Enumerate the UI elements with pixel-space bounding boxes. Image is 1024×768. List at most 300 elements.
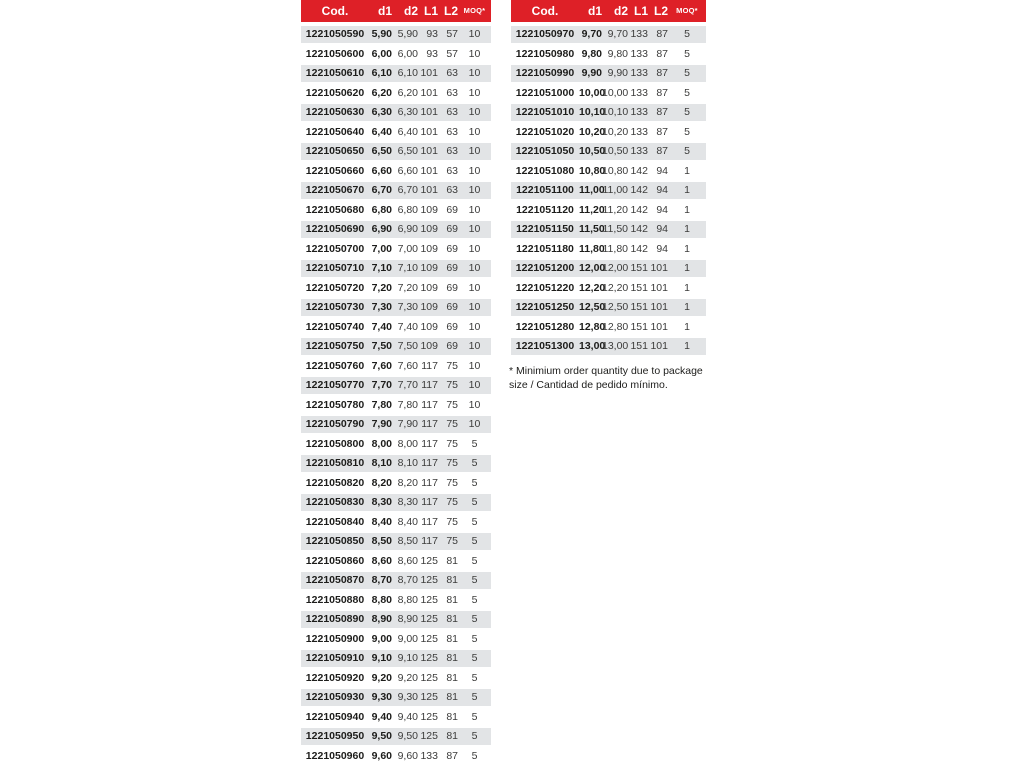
cell-d2: 7,60 [397,359,418,372]
cell-l2: 81 [446,632,458,645]
cell-l2: 63 [446,86,458,99]
cell-d2: 6,40 [397,125,418,138]
table-row [511,319,706,336]
cell-d2: 7,80 [397,398,418,411]
table-row [301,143,491,160]
cell-moq: 1 [684,301,690,314]
cell-cod: 1221050700 [305,242,365,255]
cell-l1: 133 [630,86,648,99]
cell-d1: 8,80 [371,593,392,606]
cell-cod: 1221050640 [305,125,365,138]
cell-l2: 87 [656,86,668,99]
cell-l2: 57 [446,47,458,60]
table-row [301,416,491,433]
cell-moq: 5 [471,574,478,587]
table-row [511,221,706,238]
cell-d1: 7,80 [371,398,392,411]
cell-d1: 9,40 [371,710,392,723]
table-row [301,260,491,277]
cell-d1: 9,90 [581,67,602,80]
cell-l2: 69 [446,223,458,236]
footnote-line-2: size / Cantidad de pedido mínimo. [509,378,668,391]
cell-moq: 10 [468,164,481,177]
table-row [301,358,491,375]
cell-moq: 10 [468,184,481,197]
moq-footnote [509,365,714,392]
cell-cod: 1221050650 [305,145,365,158]
cell-l2: 75 [446,457,458,470]
table-row [301,299,491,316]
cell-l1: 117 [421,398,438,411]
cell-d2: 9,90 [607,67,628,80]
cell-d2: 10,10 [602,106,629,119]
cell-l1: 109 [420,262,438,275]
cell-d1: 7,40 [371,320,392,333]
table-row [301,163,491,180]
cell-d1: 9,80 [581,47,602,60]
cell-d1: 9,30 [371,691,392,704]
cell-moq: 5 [684,86,690,99]
column-header-l2: L2 [443,4,458,18]
cell-l2: 101 [650,301,668,314]
cell-moq: 10 [468,379,481,392]
cell-d2: 7,90 [397,418,418,431]
cell-moq: 10 [468,398,481,411]
cell-l1: 142 [630,203,648,216]
cell-moq: 1 [684,340,690,353]
cell-moq: 5 [471,457,478,470]
cell-l2: 101 [650,320,668,333]
cell-d2: 12,20 [602,281,629,294]
column-header-moq: MOQ* [463,6,486,16]
cell-l1: 109 [420,320,438,333]
cell-l1: 125 [420,574,438,587]
cell-l2: 81 [446,554,458,567]
column-header-cod: Cod. [321,4,349,18]
cell-l1: 142 [630,184,648,197]
cell-cod: 1221050870 [305,574,365,587]
cell-d1: 6,80 [371,203,392,216]
cell-l1: 109 [420,242,438,255]
cell-d2: 8,60 [397,554,418,567]
cell-l2: 75 [446,398,458,411]
cell-d2: 9,70 [607,28,628,41]
table-row [301,650,491,667]
cell-moq: 10 [468,418,481,431]
cell-d2: 11,50 [602,223,628,236]
cell-d2: 12,80 [602,320,629,333]
cell-d1: 7,00 [371,242,392,255]
cell-l1: 109 [420,281,438,294]
cell-l2: 69 [446,340,458,353]
cell-d2: 10,20 [602,125,629,138]
cell-l2: 87 [656,47,668,60]
cell-d2: 8,90 [397,613,418,626]
cell-l1: 133 [630,67,648,80]
cell-d2: 7,50 [397,340,418,353]
cell-cod: 1221051010 [515,106,575,119]
cell-cod: 1221050960 [305,749,365,762]
cell-l2: 94 [656,242,668,255]
cell-l1: 151 [630,340,648,353]
cell-d2: 11,00 [602,184,628,197]
column-header-moq: MOQ* [676,6,698,16]
cell-cod: 1221051080 [515,164,575,177]
cell-d1: 9,50 [371,730,392,743]
cell-l2: 101 [650,262,668,275]
cell-moq: 5 [471,535,478,548]
cell-d2: 13,00 [602,340,629,353]
cell-d2: 11,20 [602,203,628,216]
cell-moq: 1 [684,262,690,275]
cell-l1: 117 [421,496,438,509]
table-row [301,397,491,414]
cell-cod: 1221050920 [305,671,365,684]
cell-l2: 69 [446,281,458,294]
cell-d2: 7,10 [397,262,418,275]
table-row [301,728,491,745]
column-header-l1: L1 [633,4,648,18]
cell-cod: 1221050660 [305,164,365,177]
cell-cod: 1221050750 [305,340,365,353]
cell-l1: 133 [630,47,648,60]
cell-l1: 125 [420,593,438,606]
cell-cod: 1221050630 [305,106,365,119]
cell-d2: 6,80 [397,203,418,216]
cell-l1: 117 [421,457,438,470]
cell-cod: 1221050840 [305,515,365,528]
cell-cod: 1221050600 [305,47,365,60]
cell-cod: 1221050730 [305,301,365,314]
table-row [301,514,491,531]
table-row [511,26,706,43]
cell-l2: 75 [446,437,458,450]
table-row [511,104,706,121]
cell-cod: 1221050620 [305,86,365,99]
cell-d1: 6,40 [371,125,392,138]
cell-d1: 5,90 [371,28,392,41]
cell-d2: 9,50 [397,730,418,743]
cell-l1: 117 [421,359,438,372]
cell-moq: 5 [471,515,478,528]
cell-d1: 10,10 [579,106,606,119]
table-row [301,689,491,706]
cell-cod: 1221050680 [305,203,365,216]
cell-d1: 6,60 [371,164,392,177]
cell-moq: 10 [468,340,481,353]
table-row [301,475,491,492]
cell-l2: 75 [446,359,458,372]
cell-moq: 10 [468,203,481,216]
cell-l2: 81 [446,671,458,684]
cell-l2: 87 [656,106,668,119]
cell-d2: 5,90 [397,28,418,41]
cell-cod: 1221050890 [305,613,365,626]
cell-cod: 1221051100 [516,184,574,197]
cell-moq: 5 [684,106,690,119]
cell-l2: 69 [446,242,458,255]
cell-d2: 6,00 [397,47,418,60]
cell-l2: 81 [446,593,458,606]
cell-moq: 10 [468,281,481,294]
cell-d2: 9,40 [397,710,418,723]
cell-cod: 1221050860 [305,554,365,567]
cell-cod: 1221050820 [305,476,365,489]
cell-d1: 6,00 [371,47,392,60]
cell-cod: 1221050770 [305,379,365,392]
table-row [301,338,491,355]
cell-l1: 101 [420,164,438,177]
cell-cod: 1221050590 [305,28,365,41]
cell-d2: 9,10 [397,652,418,665]
cell-d2: 7,30 [397,301,418,314]
cell-d1: 10,20 [579,125,606,138]
cell-d2: 6,10 [397,67,418,80]
cell-moq: 10 [468,145,481,158]
cell-cod: 1221051280 [515,320,575,333]
table-row [301,280,491,297]
cell-l1: 133 [420,749,438,762]
table-row [301,46,491,63]
cell-l1: 125 [420,613,438,626]
cell-cod: 1221050950 [305,730,365,743]
cell-l2: 63 [446,125,458,138]
cell-d1: 7,60 [371,359,392,372]
cell-d1: 11,20 [579,203,605,216]
table-row [511,85,706,102]
cell-d2: 10,50 [602,145,629,158]
cell-moq: 5 [471,496,478,509]
cell-moq: 1 [684,281,690,294]
cell-d2: 7,70 [397,379,418,392]
table-header [511,0,706,22]
cell-d1: 10,50 [579,145,606,158]
cell-l1: 151 [630,320,648,333]
cell-d2: 9,80 [607,47,628,60]
table-row [301,436,491,453]
table-row [301,553,491,570]
table-body-right [511,26,706,355]
cell-d1: 13,00 [579,340,606,353]
table-row [511,46,706,63]
cell-l2: 75 [446,535,458,548]
cell-cod: 1221051220 [515,281,575,294]
table-row [511,65,706,82]
cell-d2: 6,20 [397,86,418,99]
cell-l1: 133 [630,125,648,138]
cell-d2: 6,70 [397,184,418,197]
table-row [301,494,491,511]
cell-cod: 1221050880 [305,593,365,606]
table-row [511,338,706,355]
cell-cod: 1221050900 [305,632,365,645]
cell-d1: 7,90 [371,418,392,431]
cell-d1: 8,00 [371,437,392,450]
table-row [301,572,491,589]
cell-moq: 5 [471,671,478,684]
cell-moq: 10 [468,47,481,60]
table-row [301,377,491,394]
cell-l2: 81 [446,613,458,626]
cell-l2: 94 [656,184,668,197]
cell-cod: 1221051180 [516,242,574,255]
cell-d2: 8,50 [397,535,418,548]
table-body-left [301,26,491,765]
cell-d2: 10,80 [602,164,629,177]
cell-l2: 87 [656,145,668,158]
cell-l1: 133 [630,145,648,158]
cell-moq: 5 [471,652,478,665]
cell-moq: 10 [468,86,481,99]
cell-moq: 1 [684,320,690,333]
column-header-l1: L1 [423,4,438,18]
table-row [301,124,491,141]
cell-cod: 1221051120 [516,203,574,216]
cell-d1: 8,90 [371,613,392,626]
cell-d1: 6,30 [371,106,392,119]
cell-moq: 10 [468,223,481,236]
cell-cod: 1221050940 [305,710,365,723]
cell-l1: 101 [420,184,438,197]
table-row [301,455,491,472]
cell-d2: 6,90 [397,223,418,236]
cell-l1: 93 [426,47,438,60]
table-row [301,202,491,219]
cell-moq: 5 [471,749,478,762]
cell-d1: 8,10 [371,457,392,470]
cell-moq: 1 [684,164,690,177]
cell-l1: 151 [630,281,648,294]
cell-l1: 151 [630,301,648,314]
cell-l2: 63 [446,184,458,197]
cell-moq: 5 [471,613,478,626]
table-row [301,319,491,336]
cell-d1: 9,00 [371,632,392,645]
table-row [301,26,491,43]
cell-d1: 11,00 [579,184,605,197]
cell-d2: 12,00 [602,262,629,275]
cell-moq: 5 [684,47,690,60]
table-row [511,143,706,160]
cell-d2: 8,10 [397,457,418,470]
cell-l1: 125 [420,554,438,567]
cell-d1: 6,10 [371,67,392,80]
cell-l1: 93 [426,28,438,41]
column-header-cod: Cod. [531,4,559,18]
cell-cod: 1221050830 [305,496,365,509]
cell-moq: 10 [468,320,481,333]
cell-l2: 69 [446,320,458,333]
cell-l2: 69 [446,301,458,314]
cell-moq: 1 [684,203,690,216]
cell-l2: 94 [656,203,668,216]
table-row [301,670,491,687]
cell-d1: 7,20 [371,281,392,294]
table-row [301,104,491,121]
cell-d1: 12,20 [579,281,606,294]
cell-l2: 87 [656,125,668,138]
cell-cod: 1221050780 [305,398,365,411]
cell-moq: 5 [471,710,478,723]
cell-d1: 8,60 [371,554,392,567]
table-row [301,592,491,609]
table-row [511,299,706,316]
column-header-l2: L2 [653,4,668,18]
table-row [511,182,706,199]
cell-cod: 1221051050 [515,145,575,158]
cell-d2: 9,30 [397,691,418,704]
cell-cod: 1221051250 [515,301,575,314]
cell-l1: 125 [420,671,438,684]
column-header-d2: d2 [613,4,628,18]
cell-moq: 5 [684,145,690,158]
cell-d1: 8,70 [371,574,392,587]
cell-d1: 7,50 [371,340,392,353]
cell-l2: 87 [656,67,668,80]
cell-d1: 7,10 [371,262,392,275]
cell-l1: 151 [630,262,648,275]
cell-moq: 5 [471,632,478,645]
cell-moq: 5 [471,691,478,704]
cell-l2: 75 [446,496,458,509]
cell-moq: 10 [468,106,481,119]
cell-d1: 7,70 [371,379,392,392]
cell-moq: 5 [471,554,478,567]
cell-d2: 9,60 [397,749,418,762]
cell-d1: 8,30 [371,496,392,509]
cell-l1: 125 [420,691,438,704]
cell-cod: 1221050980 [515,47,575,60]
cell-d1: 6,50 [371,145,392,158]
cell-moq: 5 [684,125,690,138]
cell-cod: 1221051020 [515,125,575,138]
table-row [511,241,706,258]
cell-cod: 1221051300 [515,340,575,353]
cell-moq: 10 [468,28,481,41]
cell-cod: 1221050740 [305,320,365,333]
cell-d2: 8,70 [397,574,418,587]
cell-d1: 8,50 [371,535,392,548]
cell-d2: 8,40 [397,515,418,528]
cell-l2: 63 [446,164,458,177]
cell-l2: 63 [446,67,458,80]
cell-d2: 6,30 [397,106,418,119]
cell-d2: 8,30 [397,496,418,509]
cell-moq: 5 [471,476,478,489]
cell-moq: 10 [468,125,481,138]
cell-d2: 6,50 [397,145,418,158]
cell-l2: 101 [650,281,668,294]
column-header-d1: d1 [587,4,602,18]
cell-d1: 9,10 [371,652,392,665]
cell-l2: 87 [446,749,458,762]
cell-d1: 6,70 [371,184,392,197]
cell-d2: 7,20 [397,281,418,294]
cell-l2: 81 [446,691,458,704]
cell-l2: 69 [446,262,458,275]
cell-d1: 8,20 [371,476,392,489]
cell-l2: 81 [446,730,458,743]
cell-l1: 142 [630,223,648,236]
table-row [511,124,706,141]
table-row [301,221,491,238]
cell-l1: 117 [421,476,438,489]
dimension-table-right [511,0,706,358]
cell-d1: 12,80 [579,320,606,333]
cell-l1: 125 [420,710,438,723]
cell-l1: 125 [420,632,438,645]
cell-d2: 11,80 [602,242,628,255]
